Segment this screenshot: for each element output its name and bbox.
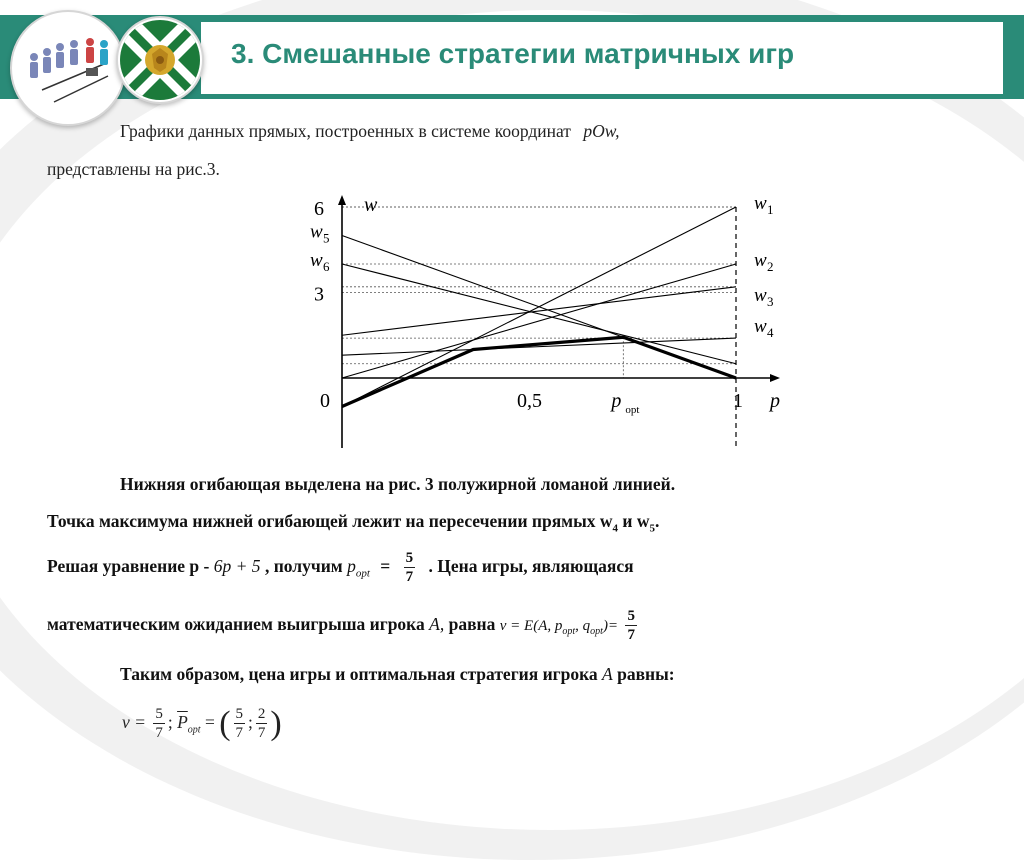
p5-p: $\overline{P}$: [177, 712, 188, 732]
people-network-logo: [10, 10, 126, 126]
p5-frac-num: 5: [155, 706, 163, 723]
customs-emblem-icon: [118, 18, 202, 102]
label-group: [310, 193, 780, 416]
left-label-w5: w: [310, 221, 323, 243]
p4-text: Таким образом, цена игры и оптимальная стратегия игрока: [120, 664, 598, 684]
left-label-w5-sub: 5: [323, 230, 330, 246]
p2-post: . Цена игры, являющаяся: [428, 556, 634, 576]
right-label-w2-sub: 2: [767, 259, 774, 274]
p5-p-sub: opt: [187, 724, 201, 736]
p3-mid: равна: [448, 614, 496, 634]
para-5: v = $\frac{5}{7}$ ; $\overline{P}_{opt}$ = ( $\frac{5}{7}$ ; $\frac{2}{7}$ ): [122, 704, 282, 742]
p2-mid: , получим: [264, 556, 343, 576]
p2-popt-p: p: [347, 556, 356, 576]
p3-sub-p: opt: [562, 626, 576, 637]
x-axis-label: p: [770, 390, 780, 412]
x-tick-0-5: 0,5: [517, 390, 542, 412]
customs-emblem-logo: [116, 16, 204, 104]
p4-end: равны:: [617, 664, 675, 684]
figure-3: [296, 193, 790, 455]
x-axis-arrow: [770, 374, 780, 382]
line-group: [342, 207, 736, 407]
p3-frac-den: 7: [627, 627, 635, 644]
y-axis-label: w: [364, 194, 378, 216]
para-2: [47, 548, 634, 588]
series-line-w3: [342, 287, 736, 335]
p2-pre: Решая уравнение р -: [47, 556, 210, 576]
axes: [338, 195, 780, 448]
p1-l2-end: .: [655, 511, 660, 531]
right-label-w3: w: [754, 284, 767, 306]
y-axis-arrow: [338, 195, 346, 205]
p1-l2-text: Точка максимума нижней огибающей лежит на пересечении прямых w: [47, 511, 613, 531]
slide-title: 3. Смешанные стратегии матричных игр: [231, 38, 795, 69]
series-line-w6: [342, 264, 736, 364]
title-box: [196, 22, 1008, 94]
p2-popt-sub: opt: [355, 567, 370, 580]
left-label-w6-sub: 6: [323, 259, 330, 274]
p1-l2-sub1: 4: [612, 522, 619, 535]
p5-frac-a: [234, 705, 246, 742]
para-4: [120, 664, 675, 685]
p1-l2-sub2: 5: [649, 522, 656, 535]
x-tick-popt: p: [611, 390, 622, 412]
p3-pre: математическим ожиданием выигрыша игрока: [47, 614, 425, 634]
p3-formula-args: A, p: [538, 618, 563, 634]
intro-line-1: [120, 121, 619, 142]
p3-formula: v = E(A, $p_{opt}$, $q_{opt})=$: [499, 618, 619, 637]
x-tick-1: 1: [733, 390, 743, 412]
series-line-w4: [342, 338, 736, 355]
para-1-line-1: Нижняя огибающая выделена на рис. 3 полужирной ломаной линией.: [120, 474, 676, 494]
right-label-w1-sub: 1: [767, 202, 774, 217]
p1-l2-mid: и w: [618, 511, 650, 531]
y-tick-0: 0: [320, 390, 330, 412]
p5-b-den: 7: [257, 725, 266, 742]
intro-text: Графики данных прямых, построенных в системе координат: [120, 121, 571, 141]
y-tick-3: 3: [314, 283, 324, 306]
para-1-line-2: [47, 511, 659, 535]
p2-popt: [347, 556, 370, 580]
right-label-w3-sub: 3: [767, 293, 774, 309]
p3-sub-q: opt: [590, 626, 603, 637]
people-network-icon: [12, 12, 124, 124]
p5-a-den: 7: [235, 725, 244, 742]
p2-fraction: [404, 549, 416, 586]
p3-a: A,: [429, 614, 445, 634]
p5-frac-den: 7: [155, 725, 163, 742]
p3-formula-v: v = E: [499, 618, 534, 634]
p5-b-num: 2: [257, 706, 266, 723]
p3-formula-q: , q: [575, 618, 591, 634]
p2-eq: 6p + 5: [213, 556, 261, 576]
left-label-w6: w: [310, 250, 323, 271]
p2-frac-den: 7: [405, 569, 414, 586]
p2-frac-num: 5: [405, 550, 414, 567]
coords-text: pOw,: [583, 121, 620, 141]
right-label-w4: w: [754, 316, 767, 338]
figure-svg: [296, 193, 790, 455]
x-tick-popt-sub: opt: [625, 404, 640, 416]
p5-frac-b: [256, 705, 268, 742]
p5-eq: =: [204, 712, 215, 732]
p4-a: A: [602, 664, 613, 684]
intro-line-2: представлены на рис.3.: [47, 159, 220, 179]
p3-fraction: [625, 607, 637, 644]
right-label-w4-sub: 4: [767, 325, 774, 341]
p5-v: v =: [122, 712, 146, 732]
y-tick-6: 6: [314, 198, 324, 220]
p5-fraction: [153, 705, 165, 742]
right-label-w1: w: [754, 193, 767, 214]
series-line-w2: [342, 264, 736, 378]
p2-equals: =: [380, 556, 391, 576]
para-3: [47, 606, 640, 646]
p5-a-num: 5: [235, 706, 244, 723]
p3-frac-num: 5: [627, 608, 635, 625]
right-label-w2: w: [754, 250, 767, 271]
p5-sep: ;: [167, 712, 173, 732]
